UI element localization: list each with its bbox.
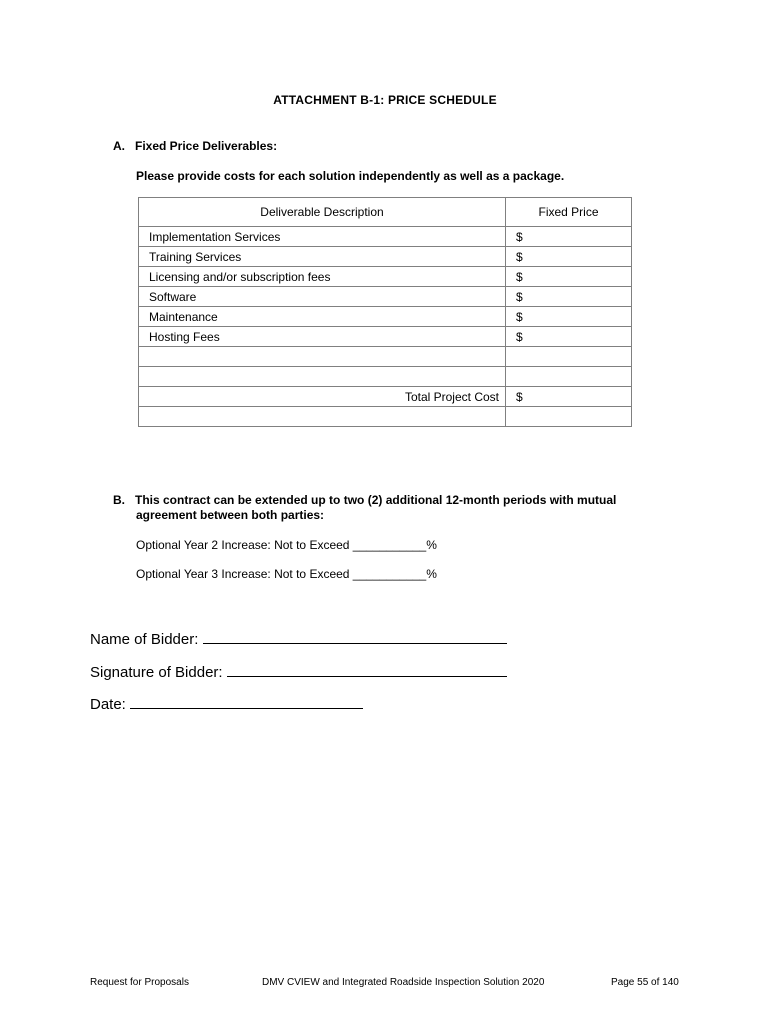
table-row <box>139 287 632 307</box>
footer-page-number: Page 55 of 140 <box>611 977 679 988</box>
price-table <box>138 197 632 427</box>
date-label: Date: <box>90 696 126 713</box>
footer-left: Request for Proposals <box>90 977 189 988</box>
row-description: Training Services <box>139 247 506 267</box>
page-title: ATTACHMENT B-1: PRICE SCHEDULE <box>273 93 497 107</box>
row-description: Hosting Fees <box>139 327 506 347</box>
table-row <box>139 347 632 367</box>
signature-of-bidder-field[interactable] <box>227 662 507 677</box>
table-row <box>139 267 632 287</box>
row-price: $ <box>506 267 632 287</box>
signature-of-bidder-line <box>90 662 507 681</box>
row-price: $ <box>506 287 632 307</box>
section-a-instruction: Please provide costs for each solution independently as well as a package. <box>136 169 565 183</box>
row-description: Implementation Services <box>139 227 506 247</box>
table-row <box>139 327 632 347</box>
section-a-heading <box>113 139 277 153</box>
section-b-text-line1: This contract can be extended up to two (2) additional 12-month periods with mutual <box>135 493 617 507</box>
section-a-letter: A. <box>113 139 125 153</box>
row-price: $ <box>506 307 632 327</box>
row-description: Licensing and/or subscription fees <box>139 267 506 287</box>
section-b-heading <box>113 493 616 508</box>
signature-of-bidder-label: Signature of Bidder: <box>90 664 223 681</box>
table-row <box>139 307 632 327</box>
row-description <box>139 347 506 367</box>
row-price: $ <box>506 247 632 267</box>
table-row <box>139 227 632 247</box>
name-of-bidder-field[interactable] <box>203 629 507 644</box>
table-row <box>139 407 632 427</box>
row-description: Software <box>139 287 506 307</box>
footer-center: DMV CVIEW and Integrated Roadside Inspection Solution 2020 <box>262 977 545 988</box>
row-description <box>139 367 506 387</box>
total-label: Total Project Cost <box>139 387 506 407</box>
table-row <box>139 367 632 387</box>
optional-year-3: Optional Year 3 Increase: Not to Exceed ___________% <box>136 567 437 581</box>
empty-cell <box>506 407 632 427</box>
date-line <box>90 694 363 713</box>
row-price: $ <box>506 327 632 347</box>
row-description: Maintenance <box>139 307 506 327</box>
empty-cell <box>139 407 506 427</box>
section-a-title: Fixed Price Deliverables: <box>135 139 278 153</box>
total-price: $ <box>506 387 632 407</box>
column-header-price: Fixed Price <box>506 198 632 227</box>
row-price <box>506 347 632 367</box>
section-b-text-line2: agreement between both parties: <box>136 508 325 522</box>
date-field[interactable] <box>130 694 363 709</box>
total-row <box>139 387 632 407</box>
name-of-bidder-line <box>90 629 507 648</box>
row-price: $ <box>506 227 632 247</box>
table-header-row <box>139 198 632 227</box>
row-price <box>506 367 632 387</box>
name-of-bidder-label: Name of Bidder: <box>90 631 199 648</box>
section-b-letter: B. <box>113 493 125 507</box>
column-header-description: Deliverable Description <box>139 198 506 227</box>
optional-year-2: Optional Year 2 Increase: Not to Exceed ___________% <box>136 538 437 552</box>
table-row <box>139 247 632 267</box>
